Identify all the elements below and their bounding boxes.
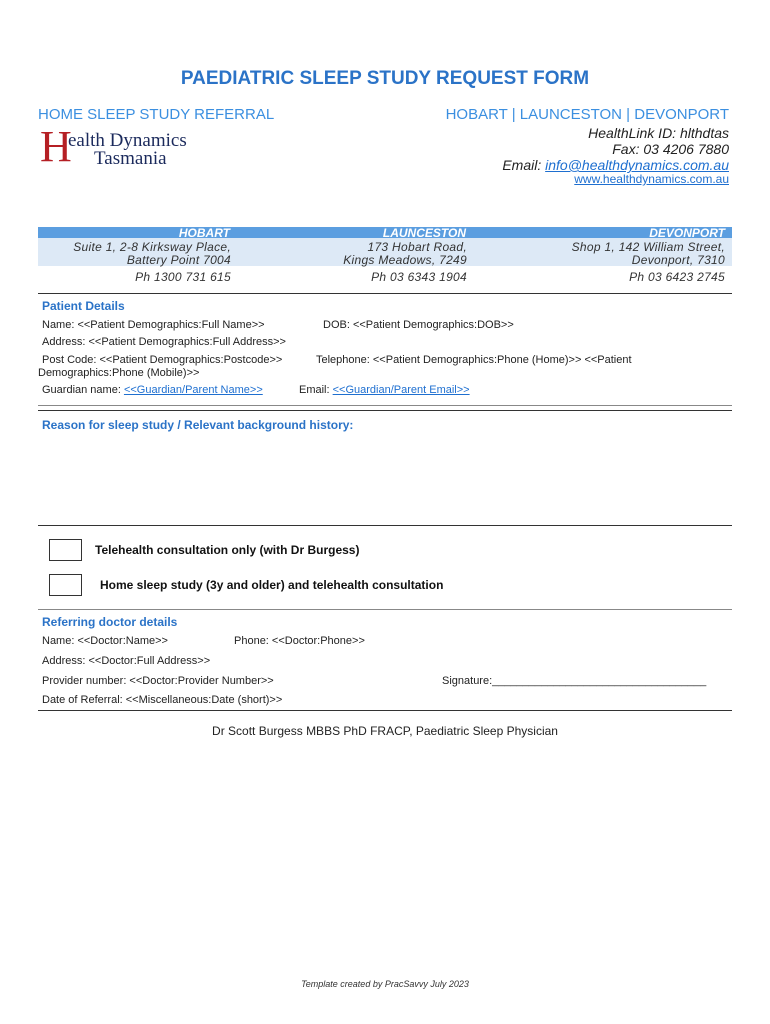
location-hobart-phone: Ph 1300 731 615 (135, 270, 231, 284)
reason-heading: Reason for sleep study / Relevant background history: (42, 418, 354, 432)
guardian-email-field (299, 384, 470, 396)
reason-text-area[interactable] (38, 436, 732, 522)
referring-doctor-heading: Referring doctor details (42, 615, 178, 629)
health-dynamics-logo (38, 122, 208, 171)
locations-heading: HOBART | LAUNCESTON | DEVONPORT (445, 106, 729, 123)
guardian-name-link[interactable]: <<Guardian/Parent Name>> (123, 384, 263, 396)
home-sleep-study-checkbox[interactable] (49, 574, 82, 596)
location-hobart-address-2: Battery Point 7004 (126, 253, 231, 267)
location-hobart-address-1: Suite 1, 2-8 Kirksway Place, (73, 240, 231, 254)
location-devonport-address-2: Devonport, 7310 (631, 253, 725, 267)
telehealth-only-checkbox[interactable] (49, 539, 82, 561)
template-note: Template created by PracSavvy July 2023 (301, 979, 469, 989)
logo-initial: H (40, 122, 72, 171)
email-line (502, 157, 729, 173)
provider-number-field[interactable]: Provider number: <<Doctor:Provider Number>> (42, 675, 274, 687)
divider (38, 405, 732, 406)
divider (38, 710, 732, 711)
patient-dob-field[interactable]: DOB: <<Patient Demographics:DOB>> (323, 319, 514, 331)
page-title: PAEDIATRIC SLEEP STUDY REQUEST FORM (180, 68, 590, 89)
divider (38, 293, 732, 294)
referral-date-field[interactable]: Date of Referral: <<Miscellaneous:Date (short)>> (42, 694, 283, 706)
location-launceston-phone: Ph 03 6343 1904 (371, 270, 467, 284)
logo-line-1: ealth Dynamics (68, 130, 187, 151)
location-devonport-address-1: Shop 1, 142 William Street, (571, 240, 725, 254)
location-launceston-address-1: 173 Hobart Road, (367, 240, 467, 254)
patient-details-heading: Patient Details (42, 299, 125, 313)
doctor-name-field[interactable]: Name: <<Doctor:Name>> (42, 635, 168, 647)
logo-line-2: Tasmania (94, 148, 167, 169)
signature-field[interactable]: Signature:___________________________________ (442, 675, 707, 687)
patient-address-field[interactable]: Address: <<Patient Demographics:Full Address>> (42, 336, 286, 348)
doctor-address-field[interactable]: Address: <<Doctor:Full Address>> (42, 655, 211, 667)
divider (38, 410, 732, 411)
location-devonport-phone: Ph 03 6423 2745 (629, 270, 725, 284)
divider (38, 525, 732, 526)
patient-name-field[interactable]: Name: <<Patient Demographics:Full Name>> (42, 319, 265, 331)
patient-postcode-field[interactable]: Post Code: <<Patient Demographics:Postcode>> (42, 354, 283, 366)
patient-telephone-field[interactable]: Telephone: <<Patient Demographics:Phone (Home)>> <<Patient (316, 354, 632, 366)
fax-number: Fax: 03 4206 7880 (612, 141, 729, 157)
email-label: Email: (502, 157, 546, 173)
telehealth-only-label: Telehealth consultation only (with Dr Burgess) (95, 543, 360, 557)
guardian-name-label: Guardian name: (42, 384, 124, 396)
location-launceston-name: LAUNCESTON (382, 226, 466, 240)
guardian-email-label: Email: (299, 384, 333, 396)
healthlink-id: HealthLink ID: hlthdtas (588, 125, 729, 141)
location-launceston-address-2: Kings Meadows, 7249 (343, 253, 467, 267)
guardian-email-link[interactable]: <<Guardian/Parent Email>> (332, 384, 470, 396)
location-devonport-name: DEVONPORT (649, 226, 725, 240)
patient-telephone-field-cont: Demographics:Phone (Mobile)>> (38, 367, 200, 379)
doctor-phone-field[interactable]: Phone: <<Doctor:Phone>> (234, 635, 365, 647)
divider (38, 609, 732, 610)
location-hobart-name: HOBART (178, 226, 230, 240)
physician-credit: Dr Scott Burgess MBBS PhD FRACP, Paediatric Sleep Physician (212, 724, 558, 738)
email-link[interactable]: info@healthdynamics.com.au (545, 157, 729, 173)
home-sleep-study-label: Home sleep study (3y and older) and telehealth consultation (100, 578, 444, 592)
referral-type-heading: HOME SLEEP STUDY REFERRAL (38, 106, 275, 123)
website-link[interactable]: www.healthdynamics.com.au (574, 172, 729, 186)
guardian-name-field (42, 384, 263, 396)
